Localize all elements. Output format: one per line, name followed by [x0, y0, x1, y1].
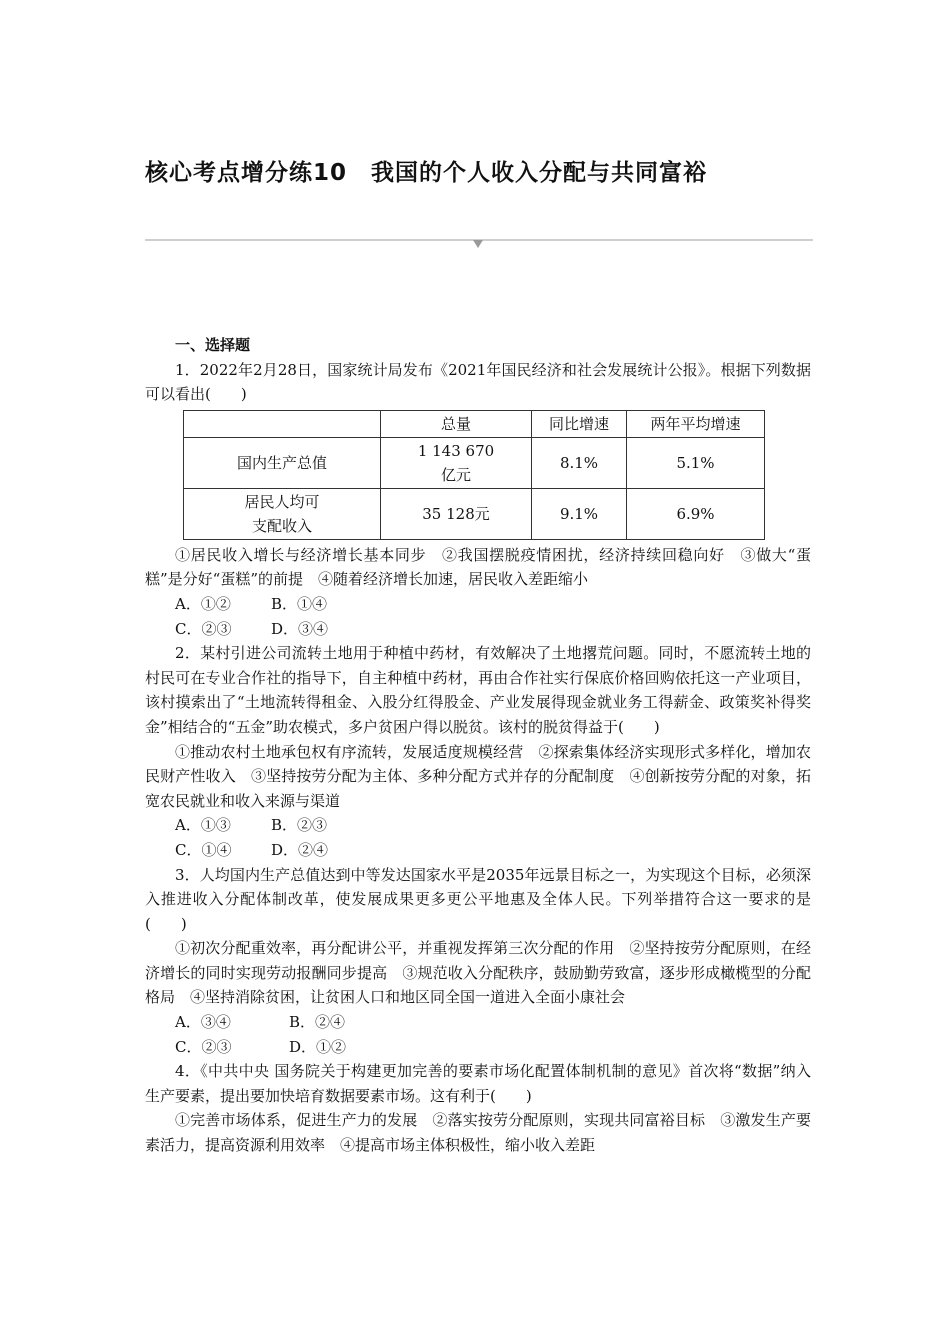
q3-stem: 3．人均国内生产总值达到中等发达国家水平是2035年远景目标之一，为实现这个目标，必须深入推进收入分配体制改革，使发展成果更多更公平地惠及全体人民。下列举措符合这一要求的是( ) — [145, 865, 811, 933]
q2-option-a[interactable]: A．①③ — [175, 816, 231, 835]
table-header-row — [184, 410, 765, 437]
q2-options-row-1 — [145, 813, 811, 838]
question-content — [145, 333, 811, 1158]
q1-option-c[interactable]: C．②③ — [175, 619, 232, 638]
q4-items: ①完善市场体系，促进生产力的发展 ②落实按劳分配原则，实现共同富裕目标 ③激发生产要素活力，提高资源利用效率 ④提高市场主体积极性，缩小收入差距 — [145, 1111, 811, 1155]
q1-options-row-1 — [145, 592, 811, 617]
q2-options-row-2 — [145, 838, 811, 863]
q1-items: ①居民收入增长与经济增长基本同步 ②我国摆脱疫情困扰，经济持续回稳向好 ③做大“蛋糕”是分好“蛋糕”的前提 ④随着经济增长加速，居民收入差距缩小 — [145, 545, 811, 589]
q3-items: ①初次分配重效率，再分配讲公平，并重视发挥第三次分配的作用 ②坚持按劳分配原则，在经济增长的同时实现劳动报酬同步提高 ③规范收入分配秩序，鼓励勤劳致富，逐步形成橄榄型的分配格局 ④坚持消除贫困，让贫困人口和地区同全国一道进入全面小康社会 — [145, 939, 811, 1007]
q3-option-a[interactable]: A．③④ — [175, 1013, 231, 1032]
table-cell-total: 35 128元 — [381, 488, 532, 539]
q2-stem: 2．某村引进公司流转土地用于种植中药材，有效解决了土地撂荒问题。同时，不愿流转土地的村民可在专业合作社的指导下，自主种植中药材，再由合作社实行保底价格回购依托这一产业项目，该村摸索出了“土地流转得租金、入股分红得股金、产业发展得现金就业务工得薪金、政策奖补得奖金”相结合的“五金”助农模式，多户贫困户得以脱贫。该村的脱贫得益于( ) — [145, 644, 811, 736]
table-cell-total: 1 143 670 亿元 — [381, 437, 532, 488]
q1-option-a[interactable]: A．①② — [175, 594, 231, 613]
table-cell-yoy: 8.1% — [532, 437, 627, 488]
q2-option-c[interactable]: C．①④ — [175, 840, 232, 859]
divider-arrow-icon — [473, 240, 483, 248]
table-header-cell — [184, 410, 381, 437]
q2-items: ①推动农村土地承包权有序流转，发展适度规模经营 ②探索集体经济实现形式多样化，增加农民财产性收入 ③坚持按劳分配为主体、多种分配方式并存的分配制度 ④创新按劳分配的对象，拓宽农民就业和收入来源与渠道 — [145, 742, 811, 810]
q1-options-row-2 — [145, 617, 811, 642]
q3-options-row-2 — [145, 1035, 811, 1060]
table-cell-label: 居民人均可 支配收入 — [184, 488, 381, 539]
q3-option-c[interactable]: C．②③ — [175, 1037, 232, 1056]
q3-option-b[interactable]: B．②④ — [289, 1013, 346, 1032]
table-cell-label: 国内生产总值 — [184, 437, 381, 488]
table-cell-avg: 6.9% — [627, 488, 765, 539]
q2-option-d[interactable]: D．②④ — [271, 840, 329, 859]
table-row — [184, 437, 765, 488]
table-cell-avg: 5.1% — [627, 437, 765, 488]
q1-option-d[interactable]: D．③④ — [271, 619, 329, 638]
q3-option-d[interactable]: D．①② — [289, 1037, 347, 1056]
table-cell-yoy: 9.1% — [532, 488, 627, 539]
table-row — [184, 488, 765, 539]
q3-options-row-1 — [145, 1010, 811, 1035]
table-header-cell: 总量 — [381, 410, 532, 437]
q4-stem: 4．《中共中央 国务院关于构建更加完善的要素市场化配置体制机制的意见》首次将“数据”纳入生产要素，提出要加快培育数据要素市场。这有利于( ) — [145, 1062, 811, 1105]
q1-option-b[interactable]: B．①④ — [271, 594, 328, 613]
q2-option-b[interactable]: B．②③ — [271, 816, 328, 835]
table-header-cell: 两年平均增速 — [627, 410, 765, 437]
page-title: 核心考点增分练10 我国的个人收入分配与共同富裕 — [145, 160, 708, 186]
table-header-cell: 同比增速 — [532, 410, 627, 437]
q1-stem: 1．2022年2月28日，国家统计局发布《2021年国民经济和社会发展统计公报》。根据下列数据可以看出( ) — [145, 360, 811, 404]
q1-data-table — [183, 410, 765, 540]
section-heading: 一、选择题 — [175, 336, 251, 354]
